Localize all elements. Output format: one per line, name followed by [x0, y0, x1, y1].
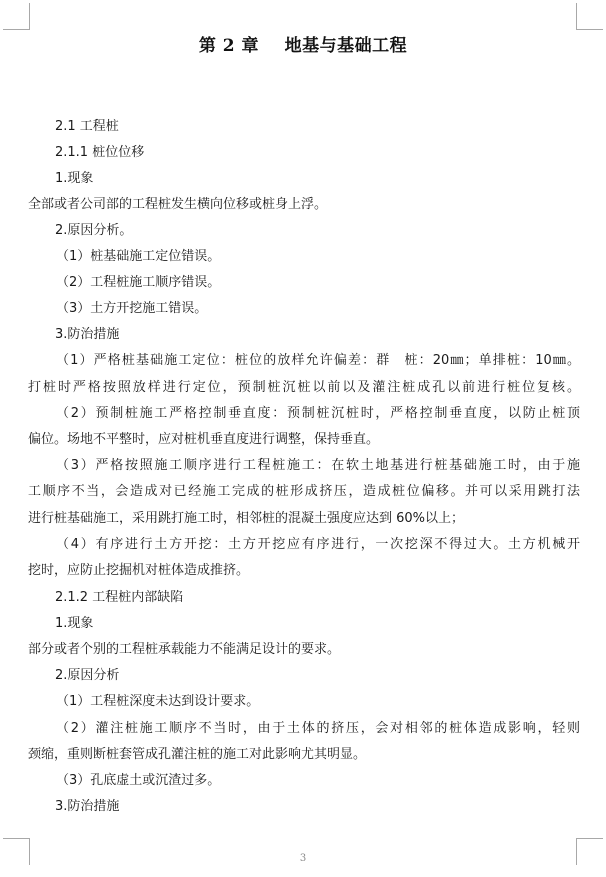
list-item: （1）桩基础施工定位错误。 — [56, 249, 221, 264]
paragraph-line: 偏位。场地不平整时，应对桩机垂直度进行调整，保持垂直。 — [28, 432, 380, 447]
crop-mark-top-right — [576, 3, 603, 30]
item-heading: 3.防治措施 — [55, 799, 120, 814]
list-item: （1）工程桩深度未达到设计要求。 — [56, 694, 260, 709]
paragraph-line: 打桩时严格按照放样进行定位，预制桩沉桩以前以及灌注桩成孔以前进行桩位复核。 — [28, 380, 580, 395]
item-heading: 3.防治措施 — [55, 327, 120, 342]
paragraph-line: （4）有序进行土方开挖：土方开挖应有序进行，一次挖深不得过大。土方机械开 — [56, 537, 580, 552]
paragraph-line: 进行桩基础施工，采用跳打施工时，相邻桩的混凝土强度应达到 60%以上； — [28, 511, 465, 526]
crop-mark-top-left — [3, 3, 30, 30]
paragraph-line: （3）严格按照施工顺序进行工程桩施工：在软土地基进行桩基础施工时，由于施 — [56, 458, 580, 473]
list-item: （3）孔底虚土或沉渣过多。 — [56, 773, 221, 788]
section-heading: 2.1 工程桩 — [55, 119, 119, 134]
paragraph-line: 工顺序不当，会造成对已经施工完成的桩形成挤压，造成桩位偏移。并可以采用跳打法 — [28, 484, 580, 499]
paragraph-line: （1）严格桩基础施工定位：桩位的放样允许偏差：群 桩：20㎜；单排桩：10㎜。 — [56, 353, 580, 368]
paragraph-line: （2）预制桩施工严格控制垂直度：预制桩沉桩时，严格控制垂直度，以防止桩顶 — [56, 406, 580, 421]
subsection-heading: 2.1.2 工程桩内部缺陷 — [55, 590, 184, 605]
item-heading: 2.原因分析。 — [55, 223, 133, 238]
paragraph-line: 部分或者个别的工程桩承载能力不能满足设计的要求。 — [28, 642, 341, 657]
paragraph-line: 全部或者公司部的工程桩发生横向位移或桩身上浮。 — [28, 197, 328, 212]
list-item: （3）土方开挖施工错误。 — [56, 301, 208, 316]
paragraph-line: 颈缩，重则断桩套管成孔灌注桩的施工对此影响尤其明显。 — [28, 747, 367, 762]
paragraph-line: （2）灌注桩施工顺序不当时，由于土体的挤压，会对相邻的桩体造成影响，轻则 — [56, 721, 580, 736]
list-item: （2）工程桩施工顺序错误。 — [56, 275, 221, 290]
paragraph-line: 挖时，应防止挖掘机对桩体造成推挤。 — [28, 563, 250, 578]
page-number: 3 — [299, 853, 307, 864]
item-heading: 2.原因分析 — [55, 668, 120, 683]
item-heading: 1.现象 — [55, 171, 94, 186]
chapter-title: 第 2 章 地基与基础工程 — [198, 36, 408, 56]
item-heading: 1.现象 — [55, 616, 94, 631]
subsection-heading: 2.1.1 桩位位移 — [55, 145, 145, 160]
